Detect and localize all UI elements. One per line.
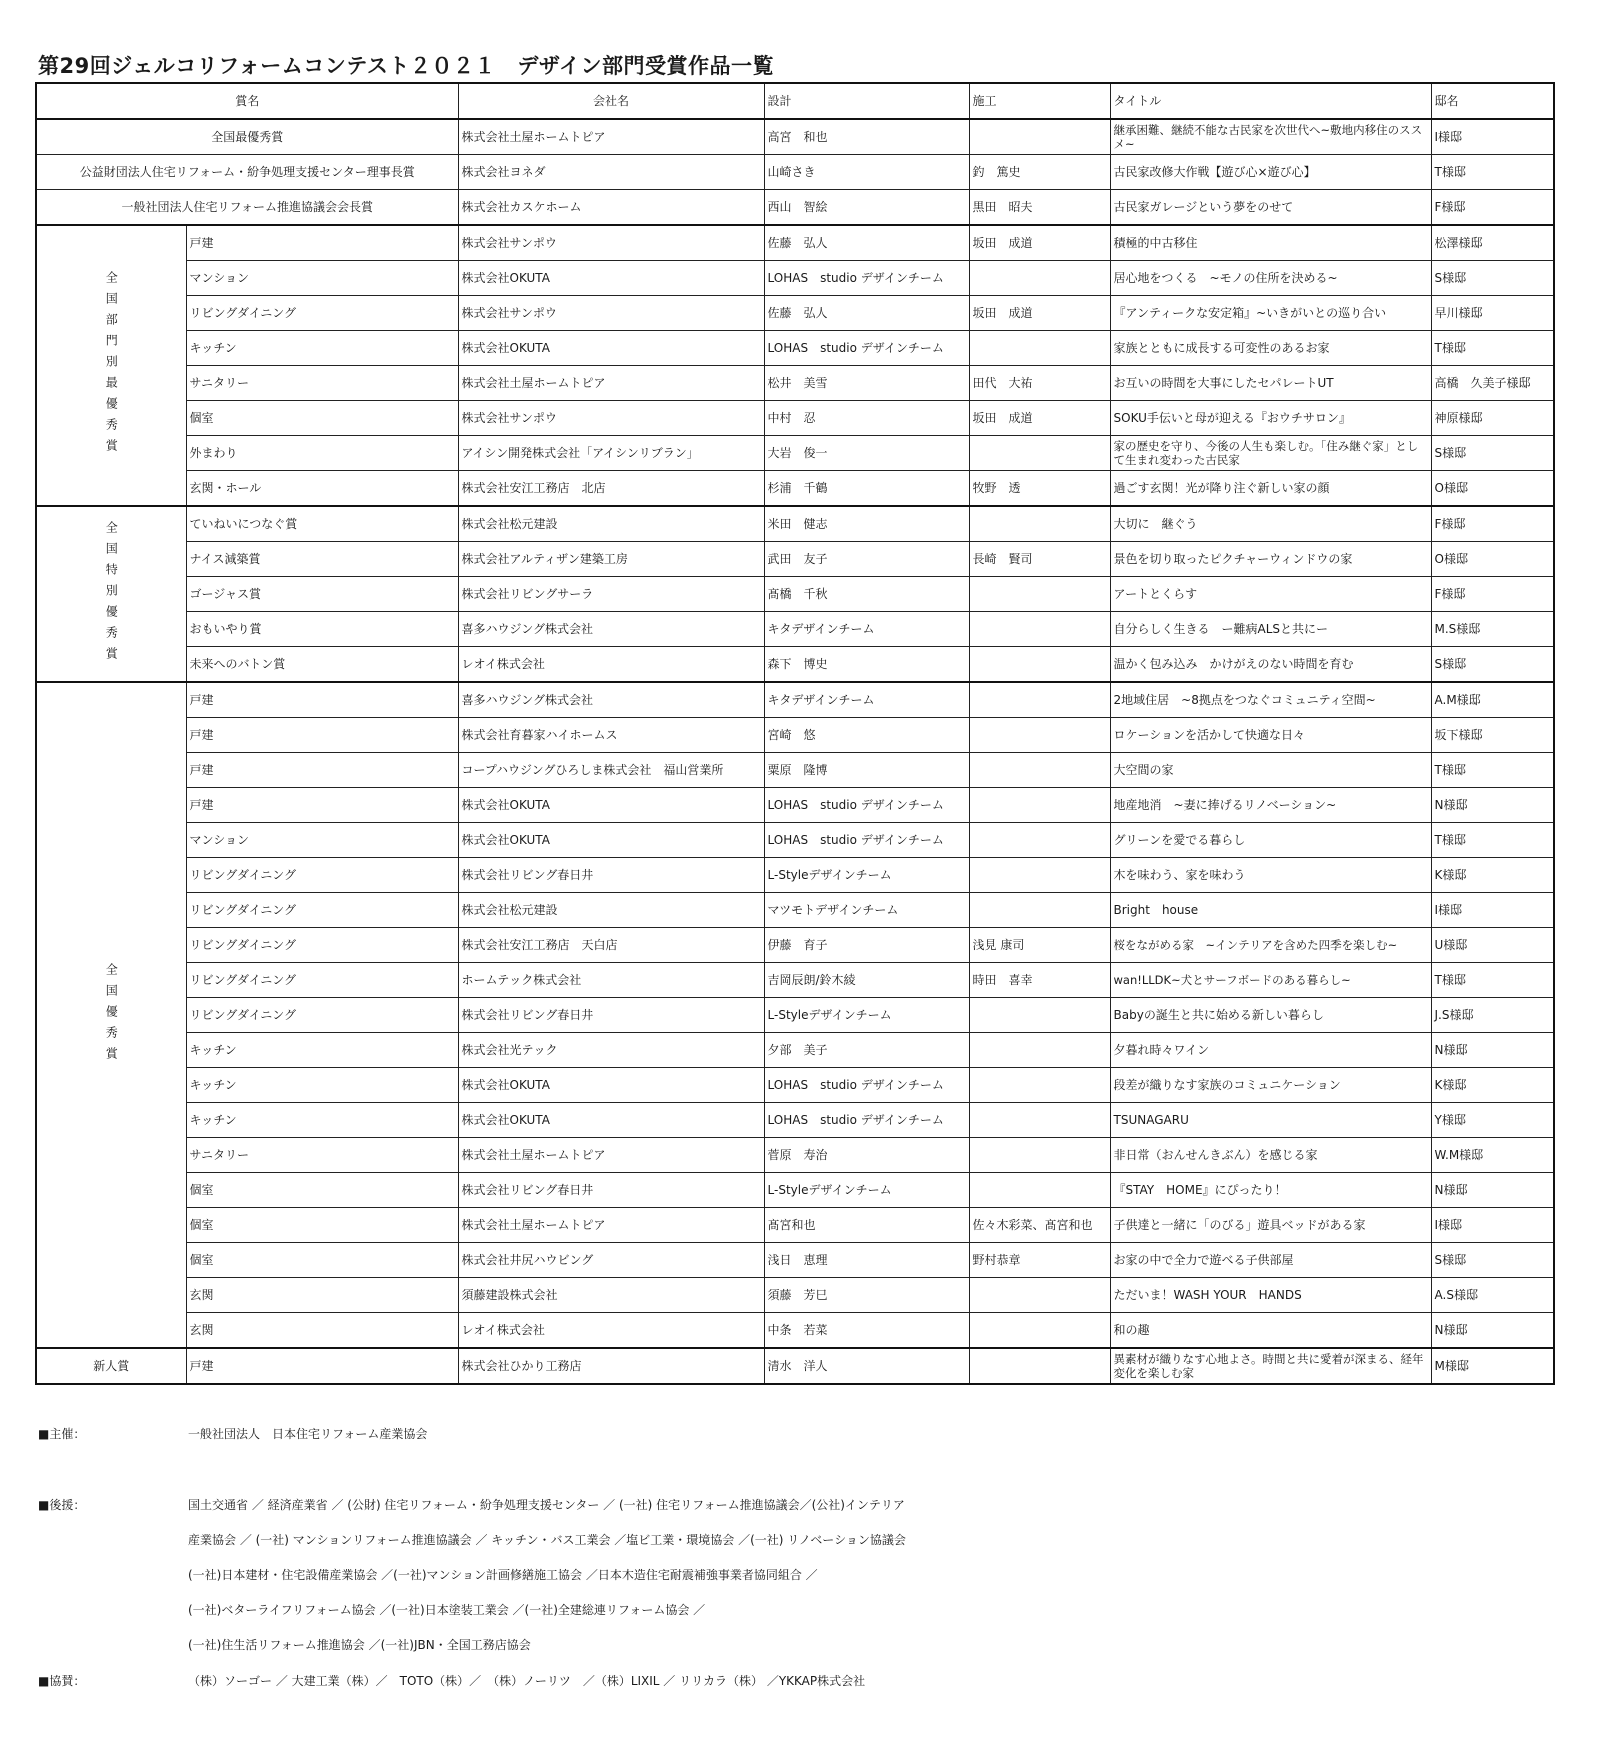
company-cell: 株式会社リビング春日井 bbox=[458, 858, 764, 893]
title-cell: 大切に 継ぐう bbox=[1110, 506, 1431, 542]
title-cell: ロケーションを活かして快適な日々 bbox=[1110, 718, 1431, 753]
table-row bbox=[36, 296, 1554, 331]
category-cell: リビングダイニング bbox=[186, 928, 458, 963]
award-name-cell: 一般社団法人住宅リフォーム推進協議会会長賞 bbox=[36, 190, 458, 226]
owner-cell: N様邸 bbox=[1431, 788, 1554, 823]
table-row bbox=[36, 858, 1554, 893]
design-cell: L-Styleデザインチーム bbox=[764, 858, 969, 893]
footer-support-label: ■後援： bbox=[38, 1498, 86, 1512]
title-cell: お家の中で全力で遊べる子供部屋 bbox=[1110, 1243, 1431, 1278]
table-row bbox=[36, 225, 1554, 261]
owner-cell: S様邸 bbox=[1431, 436, 1554, 471]
title-cell: 『アンティークな安定箱』~いきがいとの巡り合い bbox=[1110, 296, 1431, 331]
owner-cell: 早川様邸 bbox=[1431, 296, 1554, 331]
table-row bbox=[36, 1173, 1554, 1208]
title-cell: wan!LLDK~犬とサーフボードのある暮らし~ bbox=[1110, 963, 1431, 998]
table-row bbox=[36, 1138, 1554, 1173]
owner-cell: S様邸 bbox=[1431, 647, 1554, 683]
owner-cell: 松澤様邸 bbox=[1431, 225, 1554, 261]
category-cell: 戸建 bbox=[186, 718, 458, 753]
construction-cell: 佐々木彩菜、髙宮和也 bbox=[969, 1208, 1110, 1243]
company-cell: 株式会社OKUTA bbox=[458, 261, 764, 296]
award-name-cell: 公益財団法人住宅リフォーム・紛争処理支援センター理事長賞 bbox=[36, 155, 458, 190]
company-cell: 株式会社リビングサーラ bbox=[458, 577, 764, 612]
design-cell: 高宮 和也 bbox=[764, 119, 969, 155]
company-cell: 株式会社リビング春日井 bbox=[458, 998, 764, 1033]
table-row bbox=[36, 1313, 1554, 1349]
design-cell: 中村 忍 bbox=[764, 401, 969, 436]
design-cell: 伊藤 育子 bbox=[764, 928, 969, 963]
category-cell: 戸建 bbox=[186, 225, 458, 261]
owner-cell: O様邸 bbox=[1431, 471, 1554, 507]
company-cell: 株式会社土屋ホームトピア bbox=[458, 366, 764, 401]
owner-cell: A.S様邸 bbox=[1431, 1278, 1554, 1313]
title-cell: 自分らしく生きる ー難病ALSと共にー bbox=[1110, 612, 1431, 647]
category-cell: 未来へのバトン賞 bbox=[186, 647, 458, 683]
table-row bbox=[36, 155, 1554, 190]
company-cell: 株式会社サンポウ bbox=[458, 225, 764, 261]
table-row bbox=[36, 261, 1554, 296]
title-cell: お互いの時間を大事にしたセパレートUT bbox=[1110, 366, 1431, 401]
title-cell: 『STAY HOME』にぴったり！ bbox=[1110, 1173, 1431, 1208]
category-cell: リビングダイニング bbox=[186, 963, 458, 998]
company-cell: 株式会社アルティザン建築工房 bbox=[458, 542, 764, 577]
construction-cell: 黒田 昭夫 bbox=[969, 190, 1110, 226]
design-cell: キタデザインチーム bbox=[764, 682, 969, 718]
company-cell: レオイ株式会社 bbox=[458, 1313, 764, 1349]
footer-host-label: ■主催： bbox=[38, 1427, 86, 1441]
category-cell: ていねいにつなぐ賞 bbox=[186, 506, 458, 542]
design-cell: 菅原 寿治 bbox=[764, 1138, 969, 1173]
construction-cell bbox=[969, 1103, 1110, 1138]
title-cell: Bright house bbox=[1110, 893, 1431, 928]
table-row bbox=[36, 788, 1554, 823]
owner-cell: A.M様邸 bbox=[1431, 682, 1554, 718]
owner-cell: S様邸 bbox=[1431, 261, 1554, 296]
category-cell: 個室 bbox=[186, 401, 458, 436]
company-cell: 株式会社サンポウ bbox=[458, 401, 764, 436]
construction-cell bbox=[969, 1033, 1110, 1068]
category-cell: リビングダイニング bbox=[186, 893, 458, 928]
owner-cell: W.M様邸 bbox=[1431, 1138, 1554, 1173]
footer-sponsor-text: （株）ソーゴー ／ 大建工業（株）／ TOTO（株）／ （株）ノーリツ ／（株）LIXIL ／ リリカラ（株） ／YKKAP株式会社 bbox=[188, 1674, 866, 1688]
title-cell: 桜をながめる家 ~インテリアを含めた四季を楽しむ~ bbox=[1110, 928, 1431, 963]
title-cell: 家族とともに成長する可変性のあるお家 bbox=[1110, 331, 1431, 366]
construction-cell: 田代 大祐 bbox=[969, 366, 1110, 401]
owner-cell: F様邸 bbox=[1431, 577, 1554, 612]
table-row bbox=[36, 401, 1554, 436]
construction-cell bbox=[969, 823, 1110, 858]
construction-cell: 坂田 成道 bbox=[969, 401, 1110, 436]
owner-cell: 神原様邸 bbox=[1431, 401, 1554, 436]
owner-cell: U様邸 bbox=[1431, 928, 1554, 963]
construction-cell: 長崎 賢司 bbox=[969, 542, 1110, 577]
award-name-cell: 全国最優秀賞 bbox=[36, 119, 458, 155]
design-cell: 須藤 芳巳 bbox=[764, 1278, 969, 1313]
design-cell: 杉浦 千鶴 bbox=[764, 471, 969, 507]
company-cell: 須藤建設株式会社 bbox=[458, 1278, 764, 1313]
company-cell: 株式会社安江工務店 北店 bbox=[458, 471, 764, 507]
table-row bbox=[36, 1243, 1554, 1278]
footer-support-line: 国土交通省 ／ 経済産業省 ／ (公財) 住宅リフォーム・紛争処理支援センター ／ (一社) 住宅リフォーム推進協議会／(公社)インテリア bbox=[188, 1498, 905, 1512]
owner-cell: J.S様邸 bbox=[1431, 998, 1554, 1033]
owner-cell: T様邸 bbox=[1431, 753, 1554, 788]
construction-cell: 釣 篤史 bbox=[969, 155, 1110, 190]
company-cell: 株式会社土屋ホームトピア bbox=[458, 1208, 764, 1243]
title-cell: 子供達と一緒に「のびる」遊具ベッドがある家 bbox=[1110, 1208, 1431, 1243]
company-cell: 株式会社リビング春日井 bbox=[458, 1173, 764, 1208]
owner-cell: K様邸 bbox=[1431, 1068, 1554, 1103]
award-group-cell: 新人賞 bbox=[36, 1348, 186, 1384]
table-row bbox=[36, 506, 1554, 542]
design-cell: 佐藤 弘人 bbox=[764, 296, 969, 331]
design-cell: 中条 若菜 bbox=[764, 1313, 969, 1349]
company-cell: 株式会社土屋ホームトピア bbox=[458, 1138, 764, 1173]
owner-cell: O様邸 bbox=[1431, 542, 1554, 577]
owner-cell: M.S様邸 bbox=[1431, 612, 1554, 647]
category-cell: 個室 bbox=[186, 1208, 458, 1243]
title-cell: 和の趣 bbox=[1110, 1313, 1431, 1349]
table-row bbox=[36, 1033, 1554, 1068]
table-row bbox=[36, 542, 1554, 577]
owner-cell: T様邸 bbox=[1431, 823, 1554, 858]
design-cell: マツモトデザインチーム bbox=[764, 893, 969, 928]
category-cell: ゴージャス賞 bbox=[186, 577, 458, 612]
category-cell: 戸建 bbox=[186, 682, 458, 718]
title-cell: 段差が織りなす家族のコミュニケーション bbox=[1110, 1068, 1431, 1103]
construction-cell bbox=[969, 436, 1110, 471]
header-award: 賞名 bbox=[36, 83, 458, 119]
title-cell: Babyの誕生と共に始める新しい暮らし bbox=[1110, 998, 1431, 1033]
construction-cell bbox=[969, 506, 1110, 542]
construction-cell: 牧野 透 bbox=[969, 471, 1110, 507]
category-cell: 戸建 bbox=[186, 788, 458, 823]
design-cell: 米田 健志 bbox=[764, 506, 969, 542]
table-row bbox=[36, 1068, 1554, 1103]
company-cell: 株式会社OKUTA bbox=[458, 331, 764, 366]
owner-cell: 坂下様邸 bbox=[1431, 718, 1554, 753]
construction-cell: 坂田 成道 bbox=[969, 296, 1110, 331]
construction-cell bbox=[969, 1278, 1110, 1313]
category-cell: マンション bbox=[186, 823, 458, 858]
company-cell: 株式会社ヨネダ bbox=[458, 155, 764, 190]
table-row bbox=[36, 119, 1554, 155]
design-cell: 吉岡辰朗/鈴木綾 bbox=[764, 963, 969, 998]
company-cell: 喜多ハウジング株式会社 bbox=[458, 612, 764, 647]
category-cell: キッチン bbox=[186, 331, 458, 366]
company-cell: 株式会社育暮家ハイホームス bbox=[458, 718, 764, 753]
design-cell: 佐藤 弘人 bbox=[764, 225, 969, 261]
company-cell: ホームテック株式会社 bbox=[458, 963, 764, 998]
table-row bbox=[36, 823, 1554, 858]
company-cell: アイシン開発株式会社「アイシンリブラン」 bbox=[458, 436, 764, 471]
title-cell: ただいま！WASH YOUR HANDS bbox=[1110, 1278, 1431, 1313]
construction-cell bbox=[969, 753, 1110, 788]
company-cell: 株式会社OKUTA bbox=[458, 1068, 764, 1103]
design-cell: 大岩 俊一 bbox=[764, 436, 969, 471]
category-cell: 外まわり bbox=[186, 436, 458, 471]
category-cell: リビングダイニング bbox=[186, 998, 458, 1033]
header-owner: 邸名 bbox=[1431, 83, 1554, 119]
category-cell: サニタリー bbox=[186, 366, 458, 401]
design-cell: 森下 博史 bbox=[764, 647, 969, 683]
award-table bbox=[35, 82, 1555, 1385]
construction-cell bbox=[969, 1348, 1110, 1384]
owner-cell: T様邸 bbox=[1431, 963, 1554, 998]
table-row bbox=[36, 190, 1554, 226]
design-cell: LOHAS studio デザインチーム bbox=[764, 1068, 969, 1103]
category-cell: キッチン bbox=[186, 1103, 458, 1138]
title-cell: 継承困難、継続不能な古民家を次世代へ~敷地内移住のススメ~ bbox=[1110, 119, 1431, 155]
category-cell: おもいやり賞 bbox=[186, 612, 458, 647]
owner-cell: N様邸 bbox=[1431, 1033, 1554, 1068]
owner-cell: N様邸 bbox=[1431, 1313, 1554, 1349]
construction-cell bbox=[969, 858, 1110, 893]
page-title: 第29回ジェルコリフォームコンテスト２０２１ デザイン部門受賞作品一覧 bbox=[38, 54, 774, 78]
category-cell: キッチン bbox=[186, 1068, 458, 1103]
footer-sponsor bbox=[38, 1672, 865, 1689]
header-design: 設計 bbox=[764, 83, 969, 119]
table-row bbox=[36, 893, 1554, 928]
title-cell: 過ごす玄関！光が降り注ぐ新しい家の顔 bbox=[1110, 471, 1431, 507]
company-cell: 株式会社土屋ホームトピア bbox=[458, 119, 764, 155]
company-cell: レオイ株式会社 bbox=[458, 647, 764, 683]
title-cell: グリーンを愛でる暮らし bbox=[1110, 823, 1431, 858]
category-cell: 戸建 bbox=[186, 1348, 458, 1384]
company-cell: 株式会社安江工務店 天白店 bbox=[458, 928, 764, 963]
company-cell: 株式会社松元建設 bbox=[458, 893, 764, 928]
construction-cell bbox=[969, 1173, 1110, 1208]
title-cell: 夕暮れ時々ワイン bbox=[1110, 1033, 1431, 1068]
category-cell: サニタリー bbox=[186, 1138, 458, 1173]
design-cell: 粟原 隆博 bbox=[764, 753, 969, 788]
design-cell: 松井 美雪 bbox=[764, 366, 969, 401]
footer-host-text: 一般社団法人 日本住宅リフォーム産業協会 bbox=[188, 1427, 428, 1441]
owner-cell: I様邸 bbox=[1431, 119, 1554, 155]
design-cell: LOHAS studio デザインチーム bbox=[764, 331, 969, 366]
construction-cell bbox=[969, 998, 1110, 1033]
design-cell: LOHAS studio デザインチーム bbox=[764, 1103, 969, 1138]
company-cell: 株式会社OKUTA bbox=[458, 788, 764, 823]
category-cell: 個室 bbox=[186, 1173, 458, 1208]
title-cell: 温かく包み込み かけがえのない時間を育む bbox=[1110, 647, 1431, 683]
table-row bbox=[36, 682, 1554, 718]
construction-cell: 時田 喜幸 bbox=[969, 963, 1110, 998]
construction-cell bbox=[969, 331, 1110, 366]
company-cell: 株式会社OKUTA bbox=[458, 823, 764, 858]
table-row bbox=[36, 753, 1554, 788]
construction-cell bbox=[969, 1068, 1110, 1103]
company-cell: 株式会社OKUTA bbox=[458, 1103, 764, 1138]
design-cell: 髙橋 千秋 bbox=[764, 577, 969, 612]
company-cell: 株式会社サンポウ bbox=[458, 296, 764, 331]
design-cell: LOHAS studio デザインチーム bbox=[764, 788, 969, 823]
table-row bbox=[36, 928, 1554, 963]
table-row bbox=[36, 436, 1554, 471]
title-cell: SOKU手伝いと母が迎える『おウチサロン』 bbox=[1110, 401, 1431, 436]
title-cell: 地産地消 ~妻に捧げるリノベーション~ bbox=[1110, 788, 1431, 823]
header-company: 会社名 bbox=[458, 83, 764, 119]
company-cell: 株式会社ひかり工務店 bbox=[458, 1348, 764, 1384]
category-cell: 玄関・ホール bbox=[186, 471, 458, 507]
construction-cell bbox=[969, 261, 1110, 296]
construction-cell bbox=[969, 893, 1110, 928]
title-cell: 大空間の家 bbox=[1110, 753, 1431, 788]
table-row bbox=[36, 963, 1554, 998]
owner-cell: 高橋 久美子様邸 bbox=[1431, 366, 1554, 401]
owner-cell: S様邸 bbox=[1431, 1243, 1554, 1278]
design-cell: L-Styleデザインチーム bbox=[764, 1173, 969, 1208]
company-cell: 株式会社カスケホーム bbox=[458, 190, 764, 226]
title-cell: TSUNAGARU bbox=[1110, 1103, 1431, 1138]
title-cell: 積極的中古移住 bbox=[1110, 225, 1431, 261]
construction-cell bbox=[969, 1138, 1110, 1173]
category-cell: ナイス減築賞 bbox=[186, 542, 458, 577]
category-cell: リビングダイニング bbox=[186, 858, 458, 893]
construction-cell bbox=[969, 788, 1110, 823]
category-cell: 戸建 bbox=[186, 753, 458, 788]
category-cell: キッチン bbox=[186, 1033, 458, 1068]
footer-host bbox=[38, 1425, 427, 1442]
footer-support-line: (一社)日本建材・住宅設備産業協会 ／(一社)マンション計画修繕施工協会 ／日本木造住宅耐震補強事業者協同組合 ／ bbox=[188, 1568, 818, 1582]
table-row bbox=[36, 331, 1554, 366]
construction-cell bbox=[969, 612, 1110, 647]
construction-cell bbox=[969, 577, 1110, 612]
footer-support-line: (一社)ベターライフリフォーム協会 ／(一社)日本塗装工業会 ／(一社)全建総連リフォーム協会 ／ bbox=[188, 1603, 706, 1617]
construction-cell: 坂田 成道 bbox=[969, 225, 1110, 261]
category-cell: 玄関 bbox=[186, 1313, 458, 1349]
company-cell: 株式会社井尻ハウビング bbox=[458, 1243, 764, 1278]
table-row bbox=[36, 998, 1554, 1033]
table-row bbox=[36, 612, 1554, 647]
title-cell: 景色を切り取ったピクチャーウィンドウの家 bbox=[1110, 542, 1431, 577]
title-cell: 居心地をつくる ~モノの住所を決める~ bbox=[1110, 261, 1431, 296]
design-cell: 清水 洋人 bbox=[764, 1348, 969, 1384]
award-group-cell: 全国部門別最優秀賞 bbox=[36, 225, 186, 506]
construction-cell: 浅見 康司 bbox=[969, 928, 1110, 963]
design-cell: 夕部 美子 bbox=[764, 1033, 969, 1068]
title-cell: 異素材が織りなす心地よさ。時間と共に愛着が深まる、経年変化を楽しむ家 bbox=[1110, 1348, 1431, 1384]
construction-cell bbox=[969, 718, 1110, 753]
owner-cell: I様邸 bbox=[1431, 893, 1554, 928]
table-row bbox=[36, 1208, 1554, 1243]
company-cell: 喜多ハウジング株式会社 bbox=[458, 682, 764, 718]
design-cell: 髙宮和也 bbox=[764, 1208, 969, 1243]
footer-sponsor-label: ■協賛： bbox=[38, 1674, 86, 1688]
table-row bbox=[36, 1103, 1554, 1138]
owner-cell: F様邸 bbox=[1431, 190, 1554, 226]
category-cell: マンション bbox=[186, 261, 458, 296]
owner-cell: N様邸 bbox=[1431, 1173, 1554, 1208]
table-row bbox=[36, 471, 1554, 507]
category-cell: 個室 bbox=[186, 1243, 458, 1278]
category-cell: 玄関 bbox=[186, 1278, 458, 1313]
header-row bbox=[36, 83, 1554, 119]
owner-cell: Y様邸 bbox=[1431, 1103, 1554, 1138]
design-cell: 西山 智絵 bbox=[764, 190, 969, 226]
table-row bbox=[36, 366, 1554, 401]
design-cell: キタデザインチーム bbox=[764, 612, 969, 647]
design-cell: L-Styleデザインチーム bbox=[764, 998, 969, 1033]
construction-cell bbox=[969, 682, 1110, 718]
owner-cell: I様邸 bbox=[1431, 1208, 1554, 1243]
table-row bbox=[36, 577, 1554, 612]
award-group-cell: 全国優秀賞 bbox=[36, 682, 186, 1348]
design-cell: LOHAS studio デザインチーム bbox=[764, 823, 969, 858]
title-cell: 木を味わう、家を味わう bbox=[1110, 858, 1431, 893]
design-cell: LOHAS studio デザインチーム bbox=[764, 261, 969, 296]
table-row bbox=[36, 647, 1554, 683]
title-cell: 2地域住居 ~8拠点をつなぐコミュニティ空間~ bbox=[1110, 682, 1431, 718]
footer-support-line: (一社)住生活リフォーム推進協会 ／(一社)JBN・全国工務店協会 bbox=[188, 1638, 531, 1652]
header-title: タイトル bbox=[1110, 83, 1431, 119]
title-cell: アートとくらす bbox=[1110, 577, 1431, 612]
construction-cell bbox=[969, 119, 1110, 155]
construction-cell: 野村恭章 bbox=[969, 1243, 1110, 1278]
design-cell: 宮崎 悠 bbox=[764, 718, 969, 753]
table-row bbox=[36, 1348, 1554, 1384]
title-cell: 古民家ガレージという夢をのせて bbox=[1110, 190, 1431, 226]
company-cell: コープハウジングひろしま株式会社 福山営業所 bbox=[458, 753, 764, 788]
footer-support-line: 産業協会 ／ (一社) マンションリフォーム推進協議会 ／ キッチン・バス工業会 ／塩ビ工業・環境協会 ／(一社) リノベーション協議会 bbox=[188, 1533, 906, 1547]
design-cell: 浅日 恵理 bbox=[764, 1243, 969, 1278]
header-construction: 施工 bbox=[969, 83, 1110, 119]
company-cell: 株式会社松元建設 bbox=[458, 506, 764, 542]
owner-cell: T様邸 bbox=[1431, 155, 1554, 190]
award-group-cell: 全国特別優秀賞 bbox=[36, 506, 186, 682]
design-cell: 山崎さき bbox=[764, 155, 969, 190]
category-cell: リビングダイニング bbox=[186, 296, 458, 331]
table-row bbox=[36, 718, 1554, 753]
design-cell: 武田 友子 bbox=[764, 542, 969, 577]
title-cell: 古民家改修大作戦【遊び心×遊び心】 bbox=[1110, 155, 1431, 190]
construction-cell bbox=[969, 1313, 1110, 1349]
owner-cell: K様邸 bbox=[1431, 858, 1554, 893]
company-cell: 株式会社光テック bbox=[458, 1033, 764, 1068]
construction-cell bbox=[969, 647, 1110, 683]
owner-cell: M様邸 bbox=[1431, 1348, 1554, 1384]
title-cell: 家の歴史を守り、今後の人生も楽しむ。「住み継ぐ家」として生まれ変わった古民家 bbox=[1110, 436, 1431, 471]
table-row bbox=[36, 1278, 1554, 1313]
owner-cell: T様邸 bbox=[1431, 331, 1554, 366]
title-cell: 非日常（おんせんきぶん）を感じる家 bbox=[1110, 1138, 1431, 1173]
owner-cell: F様邸 bbox=[1431, 506, 1554, 542]
